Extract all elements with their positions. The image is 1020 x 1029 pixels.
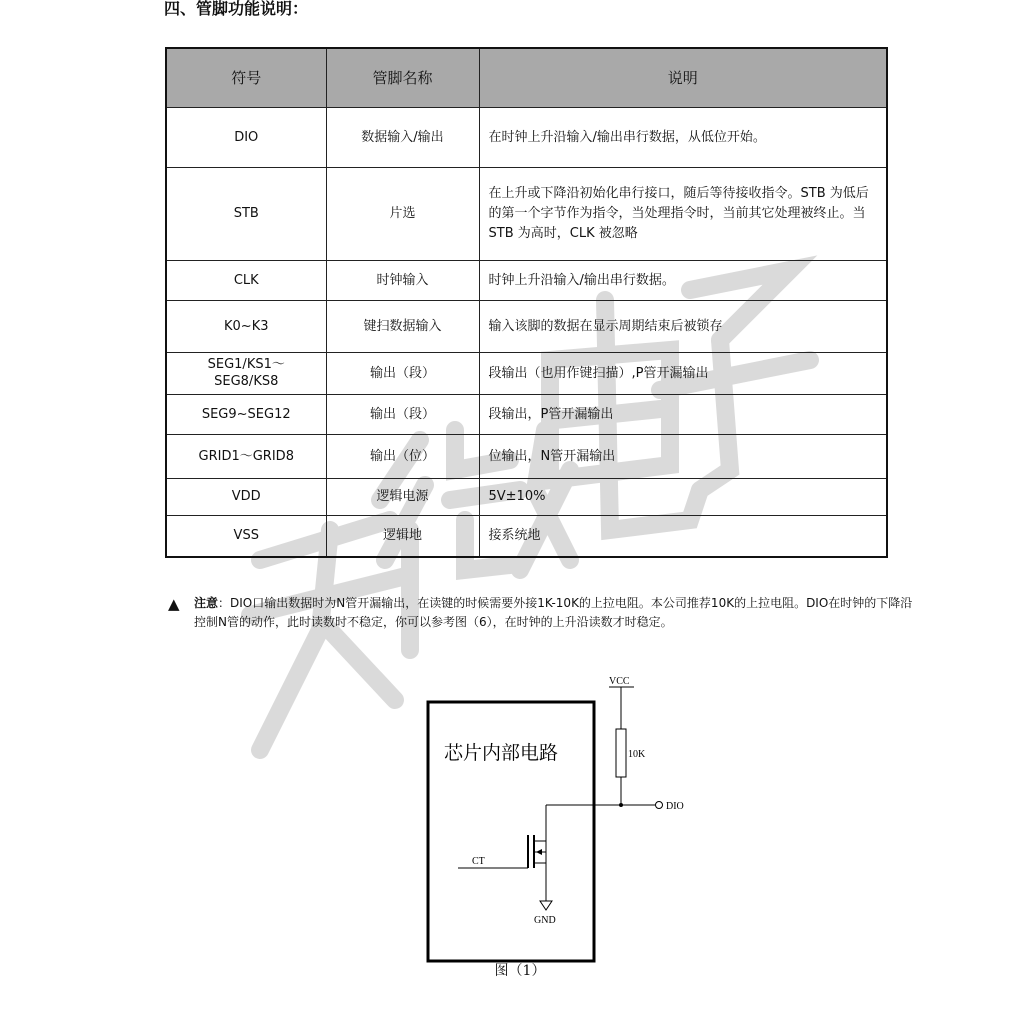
header-symbol: 符号 (166, 48, 326, 108)
header-pin-name: 管脚名称 (326, 48, 479, 108)
table-row (166, 395, 887, 435)
note-text: ：DIO口输出数据时为N管开漏输出，在读键的时候需要外接1K-10K的上拉电阻。本公司推荐10K的上拉电阻。DIO在时钟的下降沿控制N管的动作，此时读数时不稳定，你可以参考图（6），在时钟的上升沿读数才时稳定。 (194, 596, 913, 629)
symbol-text: SEG1/KS1～SEG8/KS8 (207, 357, 285, 389)
desc-text: 输入该脚的数据在显示周期结束后被锁存 (488, 318, 723, 334)
cell-description (479, 301, 887, 353)
cell-description: 段输出，P管开漏输出 (479, 395, 887, 435)
cell-description: 位输出，N管开漏输出 (479, 435, 887, 479)
chip-box (428, 702, 594, 961)
cell-pin-name: 数据输入/输出 (326, 108, 479, 168)
table-row (166, 108, 887, 168)
circuit-diagram (400, 665, 720, 965)
cell-pin-name: 键扫数据输入 (326, 301, 479, 353)
gnd-symbol (540, 901, 552, 910)
header-description: 说明 (479, 48, 887, 108)
cell-pin-name: 输出（段） (326, 353, 479, 395)
pin-function-table (165, 47, 888, 558)
cell-description: 在时钟上升沿输入/输出串行数据，从低位开始。 (479, 108, 887, 168)
note-body (194, 594, 916, 632)
junction-dot (619, 803, 623, 807)
cell-symbol: K0~K3 (166, 301, 326, 353)
cell-pin-name: 片选 (326, 168, 479, 261)
table-row (166, 516, 887, 557)
cell-description: 在上升或下降沿初始化串行接口，随后等待接收指令。STB 为低后的第一个字节作为指令，当处理指令时，当前其它处理被终止。当STB 为高时，CLK 被忽略 (479, 168, 887, 261)
table-row (166, 168, 887, 261)
note (168, 594, 920, 632)
figure-caption: 图（1） (494, 963, 546, 979)
chip-box-label: 芯片内部电路 (444, 742, 559, 764)
cell-description: 时钟上升沿输入/输出串行数据。 (479, 261, 887, 301)
cell-symbol: DIO (166, 108, 326, 168)
table-row (166, 261, 887, 301)
cell-pin-name: 输出（位） (326, 435, 479, 479)
cell-description: 接系统地 (479, 516, 887, 557)
table-row (166, 435, 887, 479)
table-header-row (166, 48, 887, 108)
cell-symbol (166, 353, 326, 395)
section-heading: 四、管脚功能说明： (164, 0, 309, 18)
cell-pin-name: 输出（段） (326, 395, 479, 435)
dio-label: DIO (666, 801, 684, 812)
cell-description: 段输出（也用作键扫描）,P管开漏输出 (479, 353, 887, 395)
cell-description: 5V±10% (479, 479, 887, 516)
cell-pin-name: 逻辑电源 (326, 479, 479, 516)
table-row (166, 353, 887, 395)
table-row (166, 479, 887, 516)
cell-symbol: VDD (166, 479, 326, 516)
cell-symbol: GRID1～GRID8 (166, 435, 326, 479)
vcc-label: VCC (609, 676, 630, 687)
table-row (166, 301, 887, 353)
warning-triangle-icon: ▲ (168, 595, 180, 613)
cell-pin-name: 时钟输入 (326, 261, 479, 301)
ct-label: CT (472, 856, 485, 867)
cell-symbol: CLK (166, 261, 326, 301)
cell-symbol: SEG9~SEG12 (166, 395, 326, 435)
resistor (616, 729, 626, 777)
cell-symbol: VSS (166, 516, 326, 557)
cell-pin-name: 逻辑地 (326, 516, 479, 557)
gnd-label: GND (534, 915, 556, 926)
cell-symbol: STB (166, 168, 326, 261)
note-label: 注意 (194, 596, 219, 610)
mos-arrow (536, 849, 542, 855)
dio-terminal (656, 802, 663, 809)
resistor-label: 10K (628, 749, 646, 760)
